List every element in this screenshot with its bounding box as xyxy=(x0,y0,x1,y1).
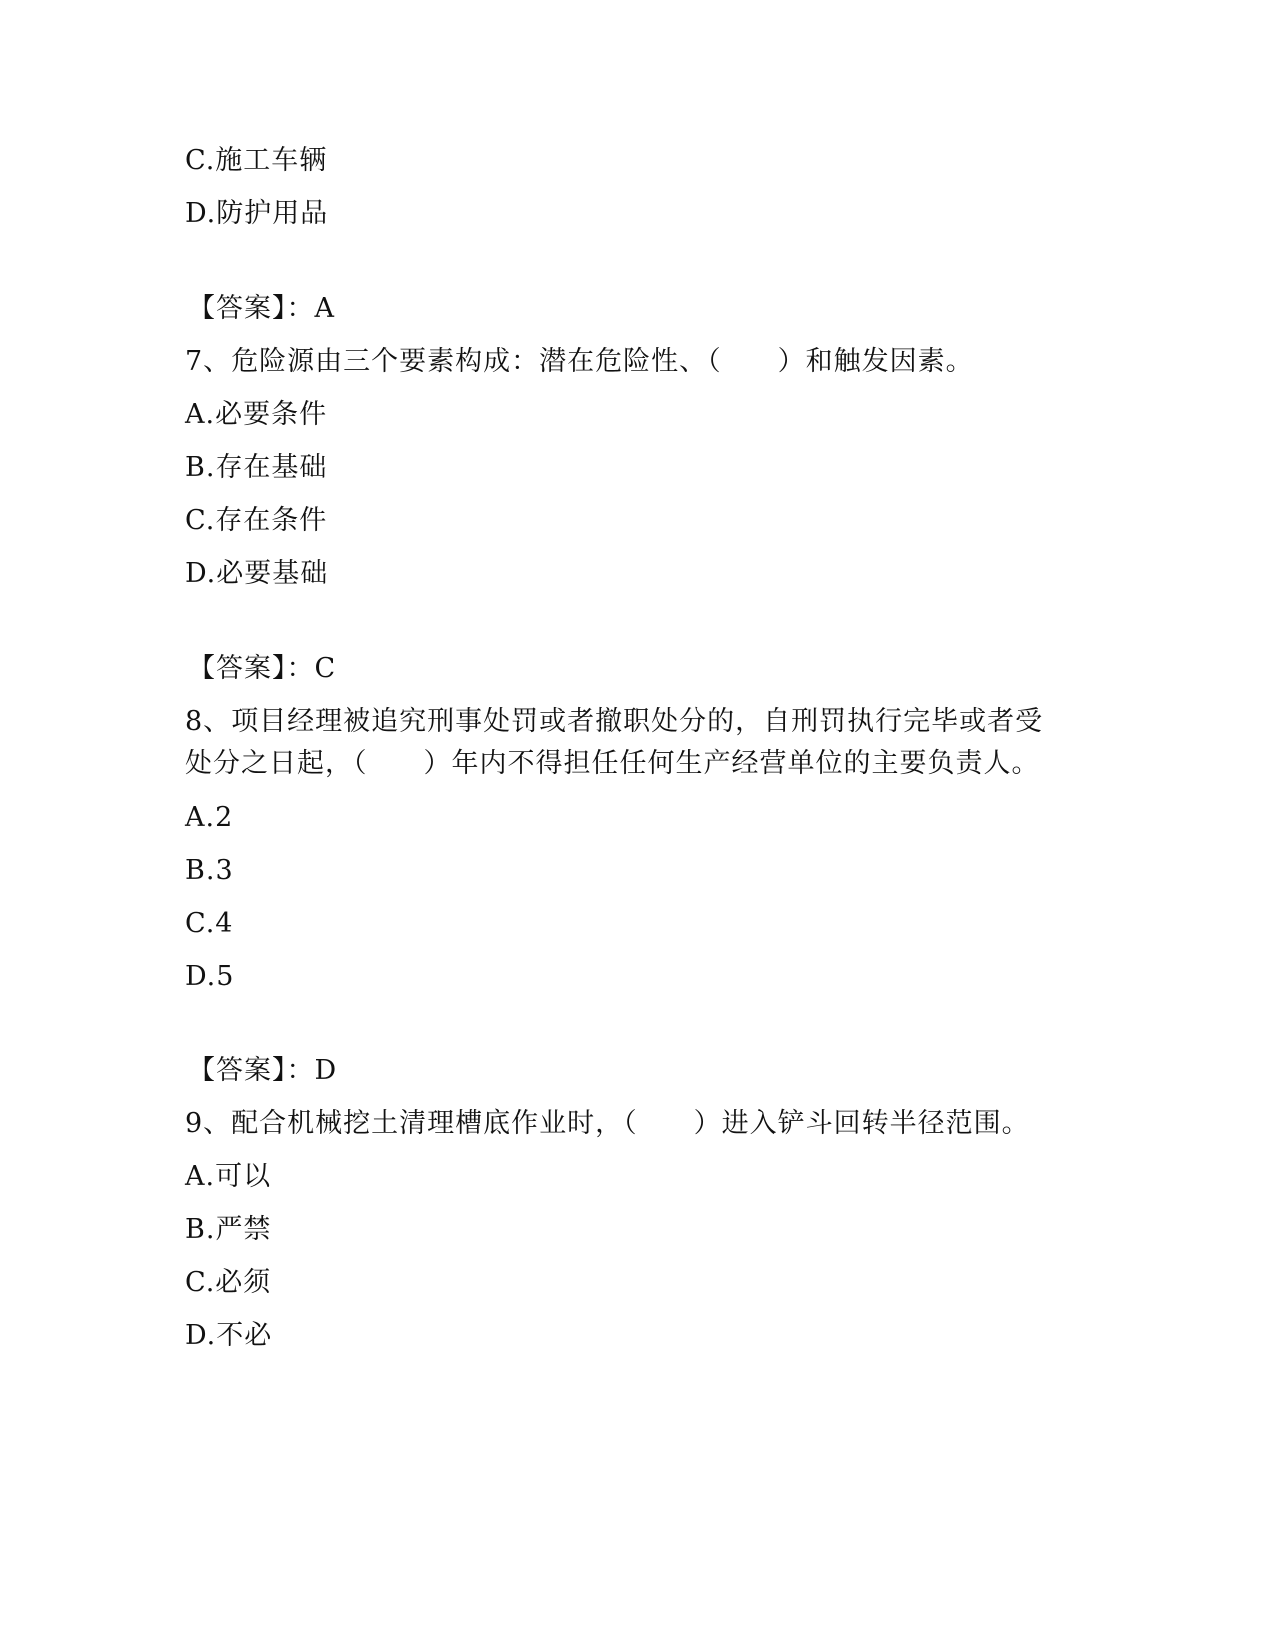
option-text: 可以 xyxy=(215,1161,272,1192)
option-text: 必须 xyxy=(215,1267,272,1298)
question-9-option-d xyxy=(185,1319,272,1353)
answer-prefix: 【答案】： xyxy=(188,293,315,324)
question-7-option-b xyxy=(185,451,327,485)
option-label: C. xyxy=(185,908,216,939)
option-text: 3 xyxy=(215,855,234,886)
option-label: A. xyxy=(185,802,216,833)
option-label: D. xyxy=(185,558,217,589)
option-label: C. xyxy=(185,505,216,536)
question-number: 8、 xyxy=(185,706,232,737)
option-label: C. xyxy=(185,145,216,176)
option-text: 5 xyxy=(216,961,235,992)
question-stem: 项目经理被追究刑事处罚或者撤职处分的，自刑罚执行完毕或者受 xyxy=(231,706,1044,737)
option-label: B. xyxy=(185,855,216,886)
question-7-option-c xyxy=(185,504,327,538)
option-text: 严禁 xyxy=(215,1214,272,1245)
question-9-option-b xyxy=(185,1213,271,1247)
option-text: 存在基础 xyxy=(215,452,328,483)
question-stem: 危险源由三个要素构成：潜在危险性、（ ）和触发因素。 xyxy=(231,346,974,377)
question-9-option-c xyxy=(185,1266,271,1300)
answer-prefix: 【答案】： xyxy=(188,1055,315,1086)
answer-value: C xyxy=(314,653,337,684)
option-c-prev xyxy=(185,144,327,178)
option-text: 防护用品 xyxy=(216,198,329,229)
answer-value: D xyxy=(314,1055,338,1086)
question-7-option-d xyxy=(185,557,328,591)
question-8-answer xyxy=(188,1054,337,1088)
answer-value: A xyxy=(314,293,335,324)
option-label: D. xyxy=(185,198,217,229)
question-number: 9、 xyxy=(185,1108,232,1139)
question-7-stem xyxy=(185,345,974,379)
question-8-option-b xyxy=(185,854,234,888)
question-8-option-a xyxy=(185,801,233,835)
question-number: 7、 xyxy=(185,346,232,377)
question-9-stem xyxy=(185,1107,1030,1141)
question-8-option-d xyxy=(185,960,234,994)
option-text: 4 xyxy=(215,908,234,939)
option-text: 必要基础 xyxy=(216,558,329,589)
option-text: 存在条件 xyxy=(215,505,328,536)
option-label: C. xyxy=(185,1267,216,1298)
answer-prev xyxy=(188,292,335,326)
question-stem: 处分之日起，（ ）年内不得担任任何生产经营单位的主要负责人。 xyxy=(185,748,1040,779)
answer-prefix: 【答案】： xyxy=(188,653,315,684)
option-label: D. xyxy=(185,1320,217,1351)
option-text: 必要条件 xyxy=(215,399,328,430)
option-text: 不必 xyxy=(216,1320,273,1351)
option-label: B. xyxy=(185,452,216,483)
option-label: B. xyxy=(185,1214,216,1245)
question-8-option-c xyxy=(185,907,233,941)
option-text: 2 xyxy=(215,802,234,833)
option-label: D. xyxy=(185,961,217,992)
option-label: A. xyxy=(185,1161,216,1192)
question-8-stem-line1 xyxy=(185,705,1043,739)
option-label: A. xyxy=(185,399,216,430)
question-7-option-a xyxy=(185,398,327,432)
question-8-stem-line2 xyxy=(185,747,1040,781)
question-9-option-a xyxy=(185,1160,271,1194)
question-7-answer xyxy=(188,652,336,686)
option-text: 施工车辆 xyxy=(215,145,328,176)
question-stem: 配合机械挖土清理槽底作业时，（ ）进入铲斗回转半径范围。 xyxy=(231,1108,1030,1139)
option-d-prev xyxy=(185,197,328,231)
